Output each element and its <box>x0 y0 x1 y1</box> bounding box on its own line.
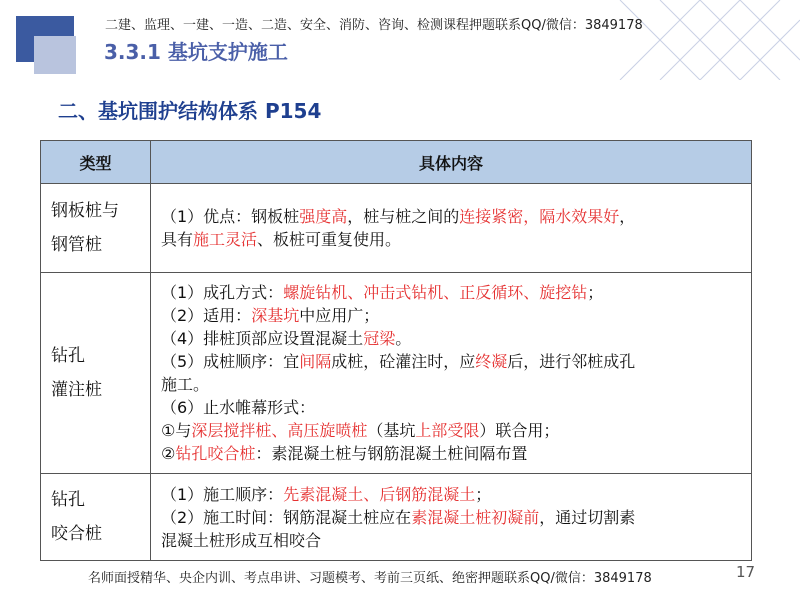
header-content: 具体内容 <box>151 141 752 184</box>
text-segment: （1）施工顺序： <box>161 484 284 504</box>
type-label: 钢管桩 <box>51 235 102 255</box>
table-row <box>41 273 752 474</box>
highlighted-text: 螺旋钻机、冲击式钻机、正反循环、旋挖钻 <box>283 283 588 302</box>
text-segment: ：素混凝土桩与钢筋混凝土桩间隔布置 <box>255 444 528 463</box>
table-header-row <box>41 141 752 184</box>
content-line <box>161 304 741 327</box>
highlighted-text: 上部受限 <box>415 421 480 440</box>
text-segment: 成桩，砼灌注时，应 <box>331 352 476 371</box>
type-cell <box>41 474 151 561</box>
text-segment: 混凝土桩形成互相咬合 <box>161 530 322 550</box>
text-segment: （2）适用： <box>161 306 252 325</box>
text-segment: ，通过切割素 <box>539 507 636 527</box>
content-line <box>161 205 741 228</box>
highlighted-text: 素混凝土桩初凝前 <box>411 507 540 527</box>
content-line <box>161 442 741 465</box>
content-line <box>161 529 741 552</box>
text-segment: ①与 <box>161 421 192 440</box>
text-segment: （基坑 <box>367 421 416 440</box>
table-row <box>41 474 752 561</box>
content-line <box>161 419 741 442</box>
highlighted-text: 强度高 <box>299 207 348 226</box>
text-segment: （1）成孔方式： <box>161 283 284 302</box>
header-note: 二建、监理、一建、一造、二造、安全、消防、咨询、检测课程押题联系QQ/微信：3849178 <box>105 18 643 33</box>
footer-note: 名师面授精华、央企内训、考点串讲、习题模考、考前三页纸、绝密押题联系QQ/微信：3849178 <box>88 571 652 586</box>
content-line <box>161 281 741 304</box>
text-segment: ② <box>161 444 176 463</box>
text-segment: ）联合用； <box>479 421 560 440</box>
content-line <box>161 396 741 419</box>
section-title: 3.3.1 基坑支护施工 <box>104 40 288 64</box>
sub-title: 二、基坑围护结构体系 P154 <box>58 99 322 123</box>
content-cell <box>151 184 752 273</box>
type-label: 咬合桩 <box>51 524 102 544</box>
highlighted-text: 深基坑 <box>251 306 300 325</box>
text-segment: （4）排桩顶部应设置混凝土 <box>161 329 364 348</box>
text-segment: ； <box>587 283 604 302</box>
highlighted-text: 先素混凝土、后钢筋混凝土 <box>283 484 476 504</box>
text-segment: 、板桩可重复使用。 <box>257 230 402 249</box>
decor-square-light <box>34 36 76 74</box>
text-segment: （5）成桩顺序：宜 <box>161 352 300 371</box>
text-segment: （6）止水帷幕形式： <box>161 398 316 417</box>
content-line <box>161 327 741 350</box>
retaining-structure-table <box>40 140 752 561</box>
highlighted-text: 冠梁 <box>363 329 396 348</box>
type-label: 钢板桩与 <box>51 201 119 221</box>
content-line <box>161 373 741 396</box>
content-cell <box>151 474 752 561</box>
text-segment: 具有 <box>161 230 194 249</box>
type-cell <box>41 184 151 273</box>
type-label: 钻孔 <box>51 490 85 510</box>
page-number: 17 <box>736 563 756 581</box>
decor-lines <box>600 0 800 80</box>
text-segment: （2）施工时间：钢筋混凝土桩应在 <box>161 507 412 527</box>
text-segment: （1）优点：钢板桩 <box>161 207 300 226</box>
header-type: 类型 <box>41 141 151 184</box>
type-cell <box>41 273 151 474</box>
content-line <box>161 483 741 506</box>
type-label: 钻孔 <box>51 346 85 366</box>
highlighted-text: 施工灵活 <box>193 230 258 249</box>
text-segment: ， <box>619 207 636 226</box>
text-segment: 后，进行邻桩成孔 <box>507 352 636 371</box>
text-segment: 。 <box>395 329 412 348</box>
content-line <box>161 506 741 529</box>
highlighted-text: 深层搅拌桩、高压旋喷桩 <box>191 421 368 440</box>
text-segment: 施工。 <box>161 375 210 394</box>
highlighted-text: 连接紧密，隔水效果好 <box>459 207 620 226</box>
type-label: 灌注桩 <box>51 380 102 400</box>
text-segment: 中应用广； <box>299 306 380 325</box>
highlighted-text: 钻孔咬合桩 <box>175 444 256 463</box>
highlighted-text: 终凝 <box>475 352 508 371</box>
highlighted-text: 间隔 <box>299 352 332 371</box>
text-segment: ，桩与桩之间的 <box>347 207 460 226</box>
text-segment: ； <box>475 484 492 504</box>
content-line <box>161 350 741 373</box>
content-line <box>161 228 741 251</box>
table-row <box>41 184 752 273</box>
content-cell <box>151 273 752 474</box>
